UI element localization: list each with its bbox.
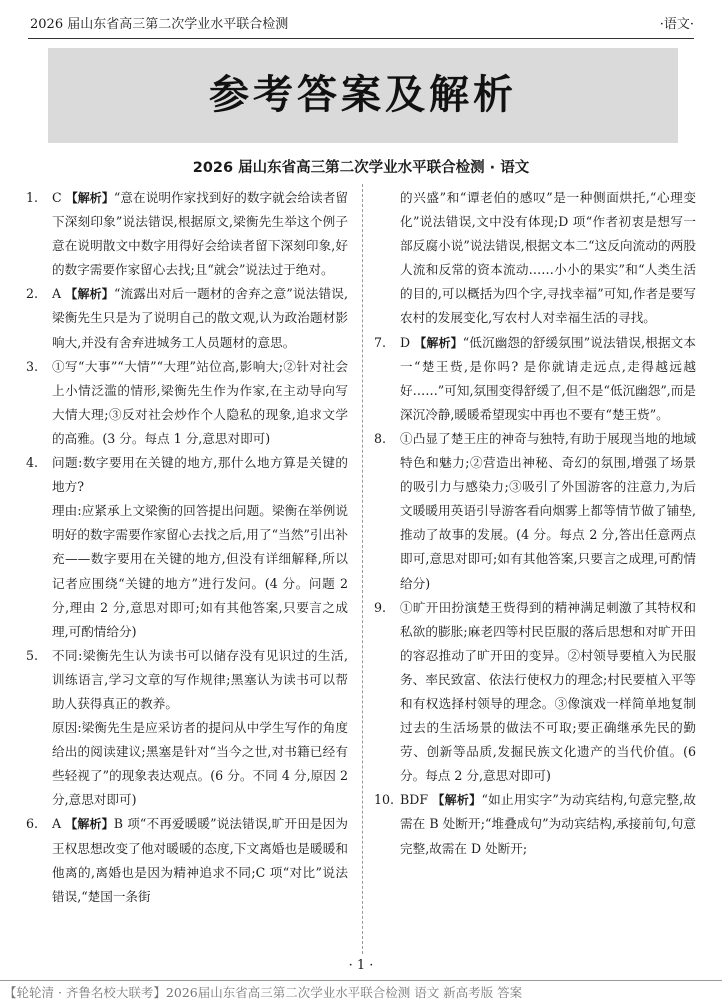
answer-text: 不同:梁衡先生认为读书可以储存没有见识过的生活,训练语言,学习文章的写作规律;黑塞认为读书可以帮助人获得真正的教养。	[52, 647, 348, 711]
question-number: 3.	[26, 358, 39, 374]
page-number: · 1 ·	[348, 958, 374, 973]
answer-text: 的兴盛”和“谭老伯的感叹”是一种侧面烘托,“心理变化”说法错误,文中没有体现;D 项“作者初衷是想写一部反腐小说”说法错误,根据文本二“这反向流动的两股人流和反常的资本流动……小小的果实”和“人类生活的目的,可以概括为四个字,寻找幸福”可知,作者是要写农村的发展变化,写农村人对幸福生活的寻找。	[400, 190, 696, 326]
column-divider	[362, 184, 363, 954]
answer-paragraph	[52, 186, 348, 282]
question-number: 5.	[26, 647, 39, 663]
answer-text: “意在说明作家找到好的数字就会给读者留下深刻印象”说法错误,根据原文,梁衡先生举这个例子意在说明散文中数字用得好会给读者留下深刻印象,好的数字需要作家留心去找;且“就会”说法过于绝对。	[52, 190, 348, 278]
answer-item	[26, 282, 348, 354]
answer-paragraph	[52, 499, 348, 644]
analysis-tag: 【解析】	[414, 335, 463, 350]
answer-text: 原因:梁衡先生是应采访者的提问从中学生写作的角度给出的阅读建议;黑塞是针对“当今之世,对书籍已经有些轻视了”的现象表达观点。(6 分。不同 4 分,原因 2 分,意思对即可)	[52, 720, 348, 808]
answer-item	[26, 186, 348, 282]
answer-banner	[48, 48, 678, 143]
answer-text: “低沉幽怨的舒缓氛围”说法错误,根据文本一“楚王赀,是你吗? 是你就请走远点,走得越远越好……”可知,氛围变得舒缓了,但不是“低沉幽怨”,而是深沉冷静,暖暖希望现实中再也不要有“楚王赀”。	[400, 334, 696, 422]
answer-text: ①写“大事”“大情”“大理”站位高,影响大;②针对社会上小情泛滥的情形,梁衡先生作为作家,在主动导向写大情大理;③反对社会炒作个人隐私的现象,追求文学的高雅。(3 分。每点 1 分,意思对即可)	[52, 358, 348, 446]
analysis-tag: 【解析】	[432, 793, 482, 808]
answer-choice: A	[52, 286, 62, 302]
answer-item	[374, 427, 696, 596]
answer-choice: BDF	[400, 792, 429, 808]
answer-paragraph	[400, 331, 696, 427]
answer-choice: C	[52, 190, 62, 205]
right-column	[374, 186, 696, 861]
document-subtitle: 2026 届山东省高三第二次学业水平联合检测 · 语文	[192, 160, 530, 176]
answer-paragraph	[52, 282, 348, 354]
question-number: 1.	[26, 190, 39, 205]
question-number: 4.	[26, 455, 39, 471]
answer-paragraph	[52, 716, 348, 812]
answer-paragraph	[400, 596, 696, 789]
banner-title: 参考答案及解析	[209, 72, 517, 118]
question-number: 9.	[374, 599, 387, 615]
answer-text: 理由:应紧承上文梁衡的回答提出问题。梁衡在举例说明好的数字需要作家留心去找之后,用了“当然”引出补充——数字要用在关键的地方,但没有详细解释,所以记者应围绕“关键的地方”进行发问。(4 分。问题 2 分,理由 2 分,意思对即可;如有其他答案,只要言之成理,可酌情给分)	[52, 503, 348, 639]
left-column	[26, 186, 348, 909]
answer-item	[26, 451, 348, 644]
answer-item	[26, 355, 348, 451]
question-number: 2.	[26, 286, 39, 302]
answer-item	[374, 788, 696, 860]
answer-item	[26, 812, 348, 908]
page-header	[28, 12, 694, 39]
answer-text: B 项“不再爱暖暖”说法错误,旷开田是因为王权思想改变了他对暖暖的态度,下文离婚也是暖暖和他离的,离婚也是因为精神追求不同;C 项“对比”说法错误,“楚国一条街	[52, 816, 348, 904]
analysis-tag: 【解析】	[65, 191, 114, 205]
page-footer: 【轮轮清 · 齐鲁名校大联考】2026届山东省高三第二次学业水平联合检测 语文 新高考版 答案	[0, 980, 722, 1006]
analysis-tag: 【解析】	[65, 817, 114, 832]
answer-item	[374, 596, 696, 789]
answer-paragraph	[52, 355, 348, 451]
answer-paragraph	[52, 644, 348, 716]
answer-item	[26, 644, 348, 813]
analysis-tag: 【解析】	[65, 287, 114, 302]
answer-paragraph	[52, 451, 348, 499]
answer-text: ①旷开田扮演楚王赀得到的精神满足刺激了其特权和私欲的膨胀;麻老四等村民臣服的落后思想和对旷开田的容忍推动了旷开田的变异。②村领导要植入为民服务、率民致富、依法行使权力的理念;村民要植入平等和有权选择村领导的理念。③像演戏一样简单地复制过去的生活场景的做法不可取;要正确继承先民的勤劳、创新等品质,发掘民族文化遗产的当代价值。(6 分。每点 2 分,意思对即可)	[400, 599, 696, 784]
subject-label: ·语文·	[659, 17, 694, 32]
answer-paragraph	[52, 812, 348, 908]
answer-choice: D	[400, 334, 411, 350]
answer-paragraph	[400, 788, 696, 860]
answer-text: 问题:数字要用在关键的地方,那什么地方算是关键的地方?	[52, 455, 348, 495]
question-number: 6.	[26, 816, 39, 832]
answer-text: ①凸显了楚王庄的神奇与独特,有助于展现当地的地域特色和魅力;②营造出神秘、奇幻的氛围,增强了场景的吸引力与感染力;③吸引了外国游客的注意力,为后文暖暖用英语引导游客看向烟雾上都等情节做了铺垫,推动了故事的发展。(4 分。每点 2 分,答出任意两点即可,意思对即可;如有其他答案,只要言之成理,可酌情给分)	[400, 430, 696, 591]
answer-text: “流露出对后一题材的舍弃之意”说法错误,梁衡先生只是为了说明自己的散文观,认为政治题材影响大,并没有舍弃进城务工人员题材的意思。	[52, 286, 348, 350]
question-number: 8.	[374, 430, 387, 446]
answer-paragraph	[400, 427, 696, 596]
exam-title: 2026 届山东省高三第二次学业水平联合检测	[30, 17, 289, 32]
answer-item	[374, 331, 696, 427]
answer-choice: A	[52, 816, 62, 832]
question-number: 7.	[374, 334, 387, 350]
answer-paragraph	[400, 186, 696, 331]
answer-item	[374, 186, 696, 331]
question-number: 10.	[374, 792, 395, 808]
answer-text: “如止用实字”为动宾结构,句意完整,故需在 B 处断开;“堆叠成句”为动宾结构,承接前句,句意完整,故需在 D 处断开;	[400, 792, 696, 856]
